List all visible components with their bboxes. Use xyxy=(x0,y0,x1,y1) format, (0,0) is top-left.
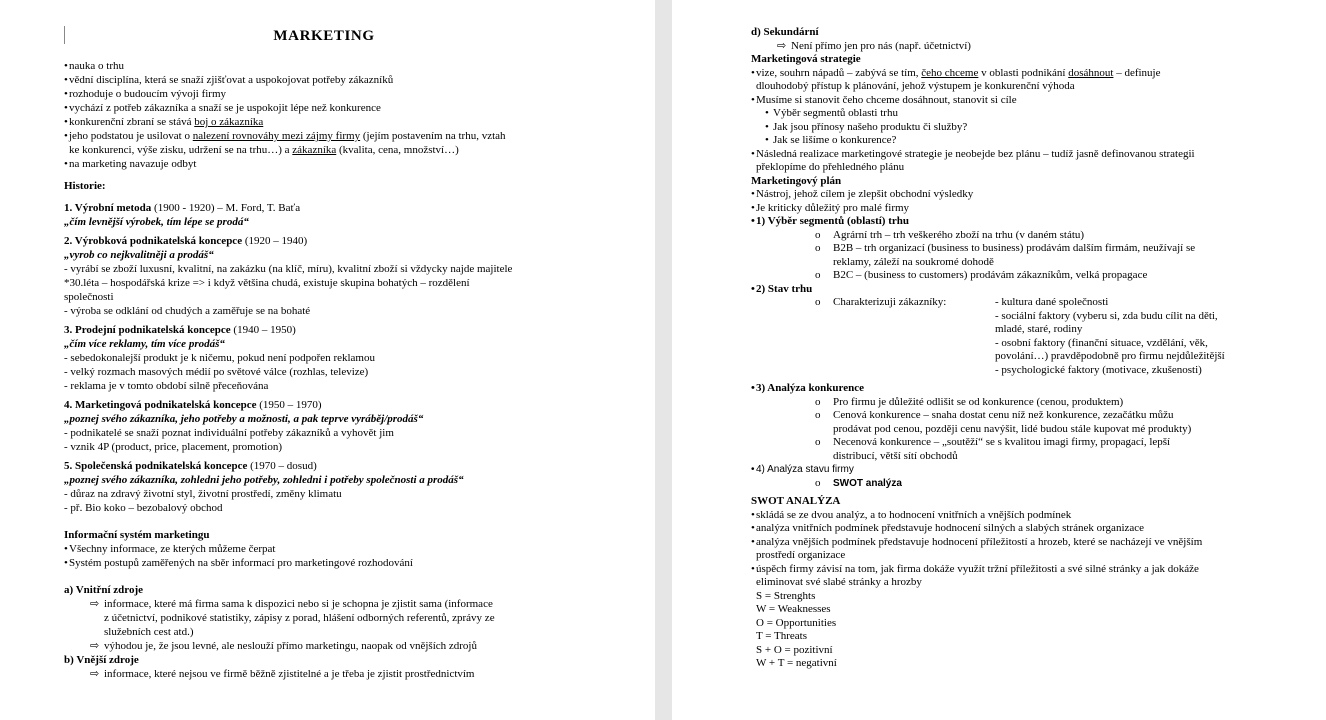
history-text: společnosti xyxy=(64,291,114,303)
arrow-icon: ⇨ xyxy=(90,640,100,652)
secondary-heading: d) Sekundární xyxy=(751,26,819,38)
arrow-icon: ⇨ xyxy=(90,668,100,680)
plan-step-3: • 3) Analýza konkurence xyxy=(751,382,1276,396)
swot-bullet: • analýza vnějších podmínek představuje hodnocení příležitostí a hrozeb, které se nacházejí ve vnějším xyxy=(751,536,1276,550)
intro-bullet: • rozhoduje o budoucím vývoji firmy xyxy=(64,87,584,101)
history-text: - velký rozmach masových médií po světové válce (rozhlas, televize) xyxy=(64,366,369,378)
circle-bullet-icon: o xyxy=(815,269,821,281)
history-item-3: 3. Prodejní podnikatelská koncepce (1940 – 1950) xyxy=(64,324,296,336)
swot-bullet-continuation: eliminovat své slabé stránky a hrozby xyxy=(756,576,922,588)
customer-characteristics-row: o Charakterizuji zákazníky: - kultura dané společnosti xyxy=(815,296,1109,308)
history-text: - sebedokonalejší produkt je k ničemu, pokud není podpořen reklamou xyxy=(64,352,375,364)
circle-bullet-icon: o xyxy=(815,228,821,241)
history-quote-1: „čím levnější výrobek, tím lépe se prodá“ xyxy=(64,216,249,228)
strategy-heading: Marketingová strategie xyxy=(751,53,861,65)
circle-item: o Pro firmu je důležité odlišit se od konkurence (cenou, produktem) xyxy=(815,395,1124,408)
circle-item: o Agrární trh – trh veškerého zboží na trhu (v daném státu) xyxy=(815,228,1085,241)
intro-bullet: • konkurenční zbraní se stává boj o zákazníka xyxy=(64,115,584,129)
intro-bullet: • nauka o trhu xyxy=(64,59,584,73)
strategy-sub-bullet: • Výběr segmentů oblasti trhu xyxy=(751,107,1276,121)
arrow-item-continuation: z účetnictví, podnikové statistiky, zápisy z porad, hlášení odborných referentů, zprávy ze xyxy=(104,612,495,624)
history-text: - př. Bio koko – bezobalový obchod xyxy=(64,502,223,514)
history-quote-3: „čím více reklamy, tím více prodáš“ xyxy=(64,338,225,350)
circle-item: o Necenová konkurence – „soutěží“ se s kvalitou imagi firmy, propagací, lepší xyxy=(815,436,1171,448)
arrow-item: ⇨ informace, které nejsou ve firmě běžně zjistitelné a je třeba je zjistit prostřednictvím xyxy=(90,668,475,680)
external-sources-heading: b) Vnější zdroje xyxy=(64,654,139,666)
history-quote-4: „poznej svého zákazníka, jeho potřeby a možnosti, a pak teprve vyráběj/prodáš“ xyxy=(64,413,424,425)
info-bullet: • Systém postupů zaměřených na sběr informací pro marketingové rozhodování xyxy=(64,556,584,570)
arrow-item: ⇨ Není přímo jen pro nás (např. účetnictví) xyxy=(777,39,971,52)
history-item-5: 5. Společenská podnikatelská koncepce (1970 – dosud) xyxy=(64,460,317,472)
history-heading: Historie: xyxy=(64,180,106,192)
intro-bullet: • vychází z potřeb zákazníka a snaží se je uspokojit lépe než konkurence xyxy=(64,101,584,115)
strategy-bullet: • Musíme si stanovit čeho chceme dosáhnout, stanovit si cíle xyxy=(751,94,1276,108)
arrow-item-continuation: služebních cest atd.) xyxy=(104,626,194,638)
plan-heading: Marketingový plán xyxy=(751,174,842,187)
history-item-1: 1. Výrobní metoda (1900 - 1920) – M. Ford, T. Baťa xyxy=(64,202,301,214)
history-item-2: 2. Výrobková podnikatelská koncepce (1920 – 1940) xyxy=(64,235,308,247)
swot-line: T = Threats xyxy=(756,630,808,642)
circle-bullet-icon: o xyxy=(815,296,821,308)
circle-bullet-icon: o xyxy=(815,476,821,489)
intro-bullet: • vědní disciplína, která se snaží zjišťovat a uspokojovat potřeby zákazníků xyxy=(64,73,584,87)
page-title: MARKETING xyxy=(273,28,375,44)
circle-item-continuation: distribucí, větší sítí obchodů xyxy=(833,449,958,462)
history-text: - vznik 4P (product, price, placement, promotion) xyxy=(64,441,283,453)
swot-line: W = Weaknesses xyxy=(756,603,831,615)
plan-step-1: • 1) Výběr segmentů (oblastí) trhu xyxy=(751,215,1276,229)
customer-characteristics-value: - osobní faktory (finanční situace, vzdělání, věk, xyxy=(995,336,1208,349)
swot-line: S + O = pozitivní xyxy=(756,643,833,656)
history-text: - výroba se odklání od chudých a zaměřuje se na bohaté xyxy=(64,305,311,317)
swot-bullet: • úspěch firmy závisí na tom, jak firma dokáže využít tržní příležitosti a své silné stránky a jak dokáže xyxy=(751,563,1276,577)
history-quote-2: „vyrob co nejkvalitněji a prodáš“ xyxy=(64,249,214,261)
history-text: - reklama je v tomto období silně přeceňována xyxy=(64,380,269,392)
plan-step-4: • 4) Analýza stavu firmy xyxy=(751,463,1276,477)
info-heading: Informační systém marketingu xyxy=(64,529,210,541)
page-left-content xyxy=(64,26,584,681)
history-item-4: 4. Marketingová podnikatelská koncepce (1950 – 1970) xyxy=(64,399,322,411)
customer-characteristics-value: - sociální faktory (vyberu si, zda budu cílit na děti, xyxy=(995,309,1218,322)
strategy-bullet: • vize, souhrn nápadů – zabývá se tím, čeho chceme v oblasti podnikání dosáhnout – definuje xyxy=(751,67,1276,81)
circle-item-continuation: prodávat pod cenou, později cenu navýšit, lidé budou stále kupovat mé produkty) xyxy=(833,422,1192,435)
circle-bullet-icon: o xyxy=(815,242,821,254)
customer-characteristics-value: - psychologické faktory (motivace, zkušenosti) xyxy=(995,363,1202,376)
arrow-icon: ⇨ xyxy=(777,39,787,52)
swot-bullet: • analýza vnitřních podmínek představuje hodnocení silných a slabých stránek organizace xyxy=(751,522,1276,536)
circle-item: o SWOT analýza xyxy=(815,476,902,489)
circle-item-continuation: reklamy, záleží na soukromé dohodě xyxy=(833,255,994,268)
history-quote-5: „poznej svého zákazníka, zohledni jeho potřeby, zohledni i potřeby společnosti a prodáš“ xyxy=(64,474,464,486)
arrow-icon: ⇨ xyxy=(90,598,100,610)
strategy-bullet: • Následná realizace marketingové strategie je neobejde bez plánu – tudíž jasně definovanou strategii xyxy=(751,148,1276,162)
strategy-bullet-continuation: dlouhodobý přístup k plánování, jehož výstupem je konkurenční výhoda xyxy=(756,80,1075,92)
page-right-content xyxy=(751,26,1276,671)
history-text: - důraz na zdravý životní styl, životní prostředí, změny klimatu xyxy=(64,488,342,500)
history-text: - vyrábí se zboží luxusní, kvalitní, na zakázku (na klíč, míru), kvalitní zboží si vždycky najde majitele xyxy=(64,263,513,275)
circle-item: o B2C – (business to customers) prodávám zákazníkům, velká propagace xyxy=(815,269,1148,281)
strategy-sub-bullet: • Jak jsou přínosy našeho produktu či služby? xyxy=(751,121,1276,135)
swot-bullet-continuation: prostředí organizace xyxy=(756,549,846,561)
customer-characteristics-value: povolání…) pravděpodobně pro firmu nejdůležitější xyxy=(995,350,1225,362)
history-text: - podnikatelé se snaží poznat individuální potřeby zákazníků a vyhovět jim xyxy=(64,427,394,439)
internal-sources-heading: a) Vnitřní zdroje xyxy=(64,584,144,596)
customer-characteristics-value: mladé, staré, rodiny xyxy=(995,323,1083,335)
arrow-item: ⇨ informace, které má firma sama k dispozici nebo si je schopna je zjistit sama (informace xyxy=(90,598,493,610)
plan-bullet: • Je kriticky důležitý pro malé firmy xyxy=(751,202,1276,216)
swot-bullet: • skládá se ze dvou analýz, a to hodnocení vnitřních a vnějších podmínek xyxy=(751,509,1276,523)
circle-bullet-icon: o xyxy=(815,395,821,408)
strategy-sub-bullet: • Jak se lišíme o konkurence? xyxy=(751,134,1276,148)
intro-bullet: • na marketing navazuje odbyt xyxy=(64,157,584,171)
circle-bullet-icon: o xyxy=(815,436,821,448)
intro-bullet-continuation: ke konkurenci, výše zisku, udržení se na trhu…) a zákazníka (kvalita, cena, množství…) xyxy=(69,144,459,156)
circle-item: o Cenová konkurence – snaha dostat cenu níž než konkurence, zezačátku můžu xyxy=(815,409,1174,421)
swot-line: W + T = negativní xyxy=(756,657,837,669)
plan-bullet: • Nástroj, jehož cílem je zlepšit obchodní výsledky xyxy=(751,188,1276,202)
circle-item: o B2B – trh organizací (business to business) prodávám dalším firmám, neužívají se xyxy=(815,242,1196,254)
info-bullet: • Všechny informace, ze kterých můžeme čerpat xyxy=(64,542,584,556)
intro-bullet: • jeho podstatou je usilovat o nalezení rovnováhy mezi zájmy firmy (jejím postavením na trhu, vztah xyxy=(64,129,584,143)
swot-line: O = Opportunities xyxy=(756,616,837,629)
arrow-item: ⇨ výhodou je, že jsou levné, ale neslouží přímo marketingu, naopak od vnějších zdrojů xyxy=(90,640,477,652)
strategy-bullet-continuation: překlopíme do přehledného plánu xyxy=(756,161,905,173)
plan-step-2: • 2) Stav trhu xyxy=(751,283,1276,297)
swot-line: S = Strenghts xyxy=(756,589,816,602)
history-text: *30.léta – hospodářská krize => i když většina chudá, existuje skupina bohatých – rozdělení xyxy=(64,277,470,289)
document-page-right xyxy=(672,0,1326,720)
circle-bullet-icon: o xyxy=(815,409,821,421)
document-page-left xyxy=(0,0,655,720)
swot-heading: SWOT ANALÝZA xyxy=(751,495,841,507)
